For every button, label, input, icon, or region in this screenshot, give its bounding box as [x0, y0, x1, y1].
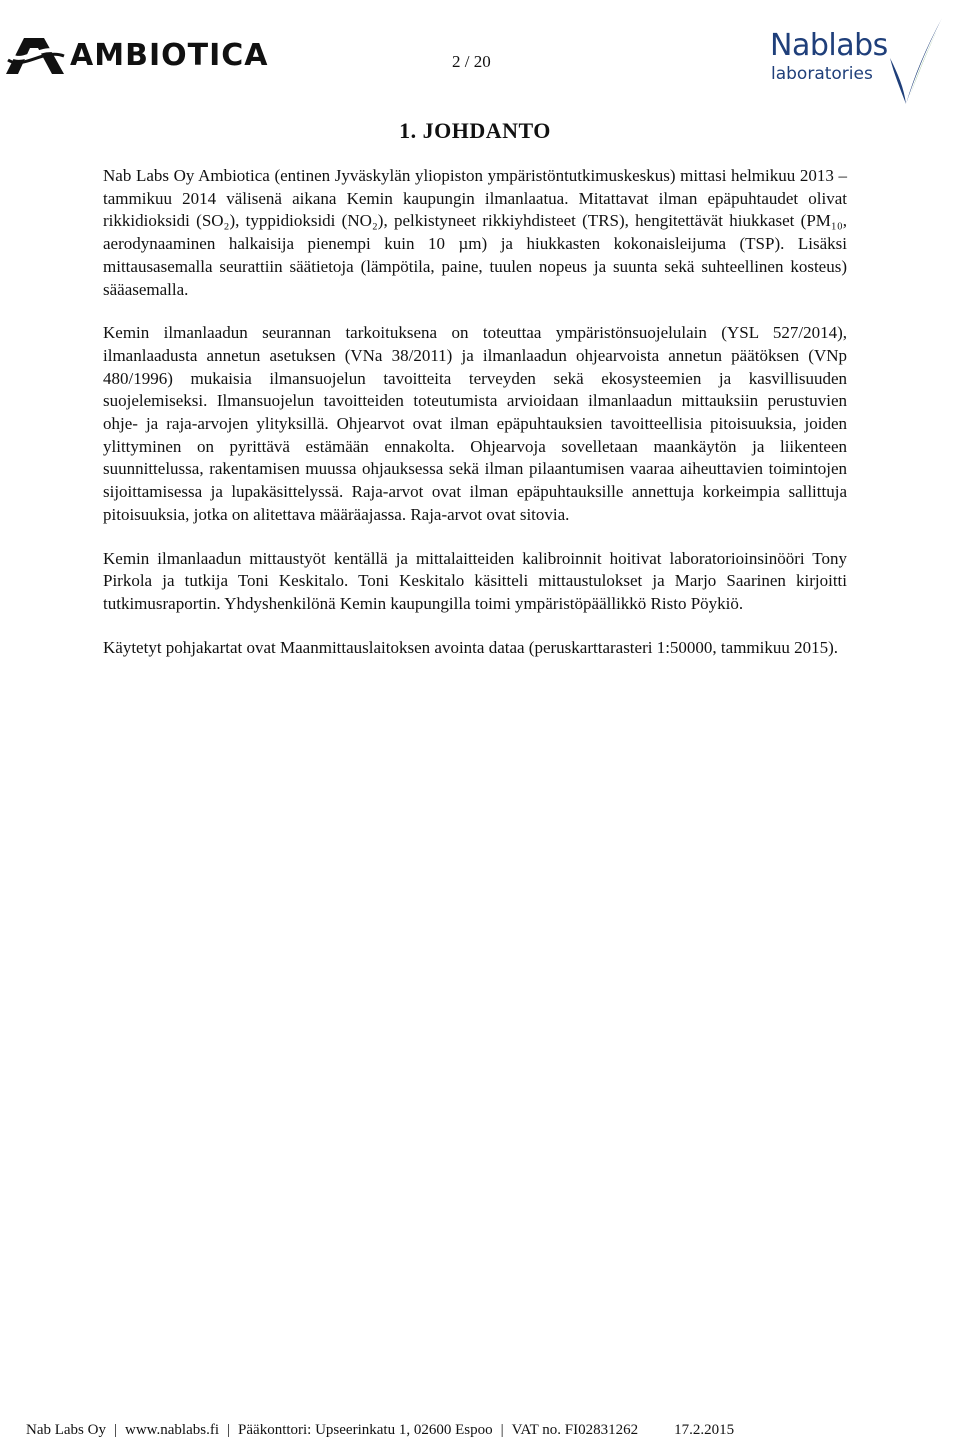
paragraph-maps: Käytetyt pohjakartat ovat Maanmittauslaitoksen avointa dataa (peruskarttarasteri 1:50000, tammikuu 2015). [103, 637, 839, 657]
ambiotica-logo-text: AMBIOTICA [70, 38, 269, 73]
footer-website: www.nablabs.fi [125, 1422, 220, 1438]
paragraph-purpose: Kemin ilmanlaadun seurannan tarkoituksena on toteuttaa ympäristönsuojelulain (YSL 527/2014), ilmanlaadusta annetun asetuksen (VNa 38/2011) ja ilmanlaadun ohjearvoista annetun päätöksen (VNp 480/1996) mukaisia ilmansuojelun tavoitteita terveyden sekä ekosysteemien ja kasvillisuuden suojelemiseksi. Ilmansuojelun tavoitteiden toteutumista arvioidaan ilmanlaadun mittauksiin perustuvien ohje- ja raja-arvojen ylityksillä. Ohjearvot ovat ilman epäpuhtauksien tavoitteellisia pitoisuuksia, joiden ylittyminen on pyrittävä estämään ennakolta. Ohjearvoja sovelletaan maankäytön ja liikenteen suunnittelussa, rakentamisen muussa ohjauksessa sekä ilman pilaantumisen vaaraa aiheuttavien toimintojen sijoittamisessa ja lupakäsittelyssä. Raja-arvot ovat ilman epäpuhtauksille annettuja korkeimpia sallittuja pitoisuuksia, jotka on alitettava määräajassa. Raja-arvot ovat sitovia. [103, 323, 847, 524]
paragraph-intro: Nab Labs Oy Ambiotica (entinen Jyväskylän yliopiston ympäristöntutkimuskeskus) mittasi helmikuu 2013 – tammikuu 2014 välisenä aikana Kemin kaupungin ilmanlaatua. Mitattavat ilman epäpuhtaudet olivat rikkidioksidi (SO₂), typpidioksidi (NO₂), pelkistyneet rikkiyhdisteet (TRS), hengitettävät hiukkaset (PM₁₀, aerodynaaminen halkaisija pienempi kuin 10 µm) ja hiukkasten kokonaisleijuma (TSP). Lisäksi mittausasemalla seurattiin säätietoja (lämpötila, paine, tuulen nopeus ja suunta sekä suhteellinen kosteus) sääasemalla. [103, 166, 847, 299]
nablabs-logo [768, 18, 948, 106]
ambiotica-mark-icon [4, 34, 66, 76]
footer-company: Nab Labs Oy [26, 1422, 106, 1438]
document-body [103, 116, 847, 659]
footer-separator: | [113, 1422, 117, 1438]
section-title: 1. JOHDANTO [399, 118, 551, 143]
footer-vat: VAT no. FI02831262 [511, 1422, 639, 1438]
page-header [0, 0, 960, 110]
nablabs-swoosh-icon [884, 18, 946, 106]
footer-date: 17.2.2015 [674, 1422, 735, 1438]
page-number: 2 / 20 [452, 52, 491, 71]
nablabs-logo-subtext: laboratories [771, 64, 873, 84]
ambiotica-logo [4, 34, 269, 76]
nablabs-logo-text: Nablabs [770, 28, 888, 63]
footer-separator: | [227, 1422, 231, 1438]
paragraph-staff: Kemin ilmanlaadun mittaustyöt kentällä ja mittalaitteiden kalibroinnit hoitivat laboratorioinsinööri Tony Pirkola ja tutkija Toni Keskitalo. Toni Keskitalo käsitteli mittaustulokset ja Marjo Saarinen kirjoitti tutkimusraportin. Yhdyshenkilönä Kemin kaupungilla toimi ympäristöpäällikkö Risto Pöykiö. [103, 548, 847, 613]
page-footer [26, 1420, 936, 1440]
footer-separator: | [500, 1422, 504, 1438]
footer-address: Pääkonttori: Upseerinkatu 1, 02600 Espoo [238, 1422, 493, 1438]
